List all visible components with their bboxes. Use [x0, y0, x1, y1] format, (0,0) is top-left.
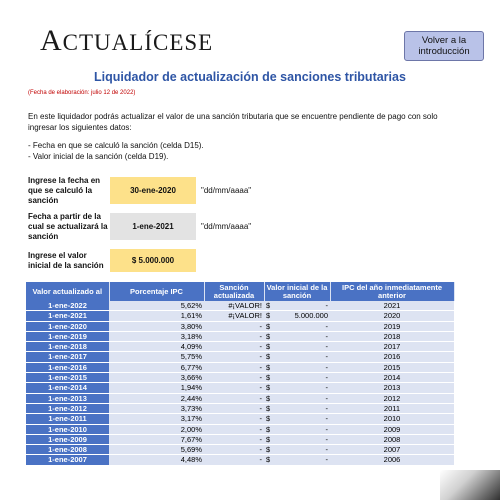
row-ipc-year[interactable]: 2021: [330, 301, 454, 311]
table-row: [26, 342, 454, 352]
row-initial-value[interactable]: [264, 373, 330, 383]
row-ipc-percent[interactable]: 4,09%: [109, 342, 204, 352]
row-ipc-percent[interactable]: 3,73%: [109, 403, 204, 413]
row-date[interactable]: 1-ene-2014: [26, 383, 109, 393]
row-ipc-year[interactable]: 2020: [330, 311, 454, 321]
row-date[interactable]: 1-ene-2010: [26, 424, 109, 434]
currency-sign: $: [266, 403, 271, 413]
row-ipc-percent[interactable]: 5,62%: [109, 301, 204, 311]
row-ipc-percent[interactable]: 6,77%: [109, 362, 204, 372]
initial-value-input[interactable]: $ 5.000.000: [110, 249, 196, 272]
row-initial-value[interactable]: [264, 424, 330, 434]
row-ipc-year[interactable]: 2013: [330, 383, 454, 393]
currency-sign: $: [266, 445, 271, 455]
row-ipc-year[interactable]: 2012: [330, 393, 454, 403]
table-row: [26, 373, 454, 383]
currency-sign: $: [266, 455, 271, 465]
table-row: [26, 362, 454, 372]
row-updated-sanction[interactable]: -: [204, 331, 264, 341]
prep-date: (Fecha de elaboración: julio 12 de 2022): [28, 90, 136, 96]
row-updated-sanction[interactable]: -: [204, 434, 264, 444]
table-row: [26, 383, 454, 393]
currency-sign: $: [266, 393, 271, 403]
table-row: [26, 445, 454, 455]
table-row: [26, 311, 454, 321]
currency-sign: $: [266, 342, 271, 352]
row-ipc-percent[interactable]: 7,67%: [109, 434, 204, 444]
row-ipc-year[interactable]: 2017: [330, 342, 454, 352]
row-initial-value[interactable]: [264, 455, 330, 465]
update-date-format: "dd/mm/aaaa": [201, 222, 252, 231]
row-updated-sanction[interactable]: -: [204, 352, 264, 362]
currency-sign: $: [266, 362, 271, 372]
row-date[interactable]: 1-ene-2017: [26, 352, 109, 362]
row-ipc-percent[interactable]: 1,61%: [109, 311, 204, 321]
row-initial-value[interactable]: [264, 342, 330, 352]
row-initial-value[interactable]: [264, 414, 330, 424]
update-date-cell: 1-ene-2021: [110, 213, 196, 240]
currency-sign: $: [266, 383, 271, 393]
row-date[interactable]: 1-ene-2018: [26, 342, 109, 352]
table-row: [26, 414, 454, 424]
table-row: [26, 321, 454, 331]
value-amount: -: [325, 455, 328, 465]
row-ipc-percent[interactable]: 3,18%: [109, 331, 204, 341]
table-row: [26, 424, 454, 434]
calc-date-label: Ingrese la fecha en que se calculó la sanción: [28, 176, 101, 205]
row-updated-sanction[interactable]: -: [204, 342, 264, 352]
row-date[interactable]: 1-ene-2012: [26, 403, 109, 413]
row-ipc-year[interactable]: 2006: [330, 455, 454, 465]
row-updated-sanction[interactable]: -: [204, 455, 264, 465]
row-date[interactable]: 1-ene-2013: [26, 393, 109, 403]
currency-sign: $: [266, 424, 271, 434]
col-header-ipc-year: IPC del año inmediatamente anterior: [330, 282, 454, 301]
row-updated-sanction[interactable]: -: [204, 393, 264, 403]
value-amount: -: [325, 403, 328, 413]
row-updated-sanction[interactable]: -: [204, 424, 264, 434]
col-header-ipc-percent: Porcentaje IPC: [109, 282, 204, 301]
value-amount: -: [325, 331, 328, 341]
actualicese-logo: [40, 24, 213, 58]
table-row: [26, 301, 454, 311]
calc-date-format: "dd/mm/aaaa": [201, 186, 252, 195]
row-initial-value[interactable]: [264, 301, 330, 311]
row-updated-sanction[interactable]: -: [204, 445, 264, 455]
update-date-label: Fecha a partir de la cual se actualizará la sanción: [28, 212, 108, 241]
currency-sign: $: [266, 311, 271, 321]
row-initial-value[interactable]: [264, 383, 330, 393]
row-initial-value[interactable]: [264, 311, 330, 321]
value-amount: -: [325, 434, 328, 444]
table-row: [26, 455, 454, 465]
value-amount: -: [325, 342, 328, 352]
value-amount: -: [325, 301, 328, 310]
row-updated-sanction[interactable]: -: [204, 403, 264, 413]
value-amount: -: [325, 445, 328, 455]
intro-text: En este liquidador podrás actualizar el valor de una sanción tributaria que se encuentre pendiente de pago con solo ingresar los siguientes datos:: [28, 112, 438, 132]
bullet-item: - Valor inicial de la sanción (celda D19).: [28, 152, 169, 161]
corner-shadow: [440, 470, 500, 500]
row-date[interactable]: 1-ene-2009: [26, 434, 109, 444]
row-initial-value[interactable]: [264, 445, 330, 455]
row-ipc-percent[interactable]: 3,17%: [109, 414, 204, 424]
initial-value-label: Ingrese el valor inicial de la sanción: [28, 251, 104, 270]
calc-date-input[interactable]: 30-ene-2020: [110, 177, 196, 204]
row-ipc-percent[interactable]: 5,69%: [109, 445, 204, 455]
row-date[interactable]: 1-ene-2007: [26, 455, 109, 465]
currency-sign: $: [266, 414, 271, 424]
row-updated-sanction[interactable]: -: [204, 383, 264, 393]
table-row: [26, 403, 454, 413]
row-ipc-percent[interactable]: 3,80%: [109, 321, 204, 331]
row-date[interactable]: 1-ene-2020: [26, 321, 109, 331]
row-initial-value[interactable]: [264, 321, 330, 331]
table-row: [26, 331, 454, 341]
row-updated-sanction[interactable]: -: [204, 321, 264, 331]
row-updated-sanction[interactable]: #¡VALOR!: [204, 311, 264, 321]
col-header-initial-value: Valor inicial de la sanción: [264, 282, 330, 301]
row-ipc-year[interactable]: 2007: [330, 445, 454, 455]
row-initial-value[interactable]: [264, 352, 330, 362]
row-updated-sanction[interactable]: #¡VALOR!: [204, 301, 264, 311]
row-initial-value[interactable]: [264, 434, 330, 444]
currency-sign: $: [266, 373, 271, 383]
row-ipc-percent[interactable]: 3,66%: [109, 373, 204, 383]
value-amount: -: [325, 362, 328, 372]
row-initial-value[interactable]: [264, 403, 330, 413]
currency-sign: $: [266, 331, 271, 341]
value-amount: -: [325, 373, 328, 383]
value-amount: -: [325, 321, 328, 331]
row-ipc-percent[interactable]: 1,94%: [109, 383, 204, 393]
value-amount: -: [325, 352, 328, 362]
currency-sign: $: [266, 352, 271, 362]
value-amount: -: [325, 424, 328, 434]
page-title: Liquidador de actualización de sanciones tributarias: [94, 70, 406, 84]
row-ipc-year[interactable]: 2011: [330, 403, 454, 413]
row-ipc-year[interactable]: 2014: [330, 373, 454, 383]
col-header-updated-sanction: Sanción actualizada: [204, 282, 264, 301]
table-row: [26, 434, 454, 444]
row-initial-value[interactable]: [264, 393, 330, 403]
currency-sign: $: [266, 434, 271, 444]
row-date[interactable]: 1-ene-2019: [26, 331, 109, 341]
row-initial-value[interactable]: [264, 362, 330, 372]
row-ipc-year[interactable]: 2019: [330, 321, 454, 331]
row-ipc-year[interactable]: 2018: [330, 331, 454, 341]
table-header-row: [26, 282, 454, 301]
row-date[interactable]: 1-ene-2022: [26, 301, 109, 311]
row-date[interactable]: 1-ene-2016: [26, 362, 109, 372]
row-ipc-percent[interactable]: 4,48%: [109, 455, 204, 465]
row-updated-sanction[interactable]: -: [204, 362, 264, 372]
row-ipc-year[interactable]: 2015: [330, 362, 454, 372]
currency-sign: $: [266, 301, 271, 310]
row-initial-value[interactable]: [264, 331, 330, 341]
row-date[interactable]: 1-ene-2015: [26, 373, 109, 383]
logo-first-letter: A: [40, 24, 63, 57]
value-amount: -: [325, 393, 328, 403]
logo-rest: CTUALÍCESE: [62, 30, 214, 55]
row-date[interactable]: 1-ene-2008: [26, 445, 109, 455]
bullet-item: - Fecha en que se calculó la sanción (celda D15).: [28, 141, 204, 150]
row-ipc-year[interactable]: 2016: [330, 352, 454, 362]
row-updated-sanction[interactable]: -: [204, 373, 264, 383]
currency-sign: $: [266, 321, 271, 331]
row-ipc-year[interactable]: 2009: [330, 424, 454, 434]
row-ipc-percent[interactable]: 2,00%: [109, 424, 204, 434]
ipc-table: [26, 282, 455, 466]
row-ipc-percent[interactable]: 2,44%: [109, 393, 204, 403]
row-date[interactable]: 1-ene-2011: [26, 414, 109, 424]
row-updated-sanction[interactable]: -: [204, 414, 264, 424]
required-data-list: [28, 140, 204, 162]
row-ipc-percent[interactable]: 5,75%: [109, 352, 204, 362]
row-ipc-year[interactable]: 2008: [330, 434, 454, 444]
value-amount: -: [325, 414, 328, 424]
value-amount: -: [325, 383, 328, 393]
row-ipc-year[interactable]: 2010: [330, 414, 454, 424]
col-header-updated-to: Valor actualizado al: [26, 282, 109, 301]
row-date[interactable]: 1-ene-2021: [26, 311, 109, 321]
value-amount: 5.000.000: [294, 311, 328, 321]
back-to-intro-button[interactable]: Volver a la introducción: [404, 31, 484, 61]
table-row: [26, 393, 454, 403]
table-row: [26, 352, 454, 362]
